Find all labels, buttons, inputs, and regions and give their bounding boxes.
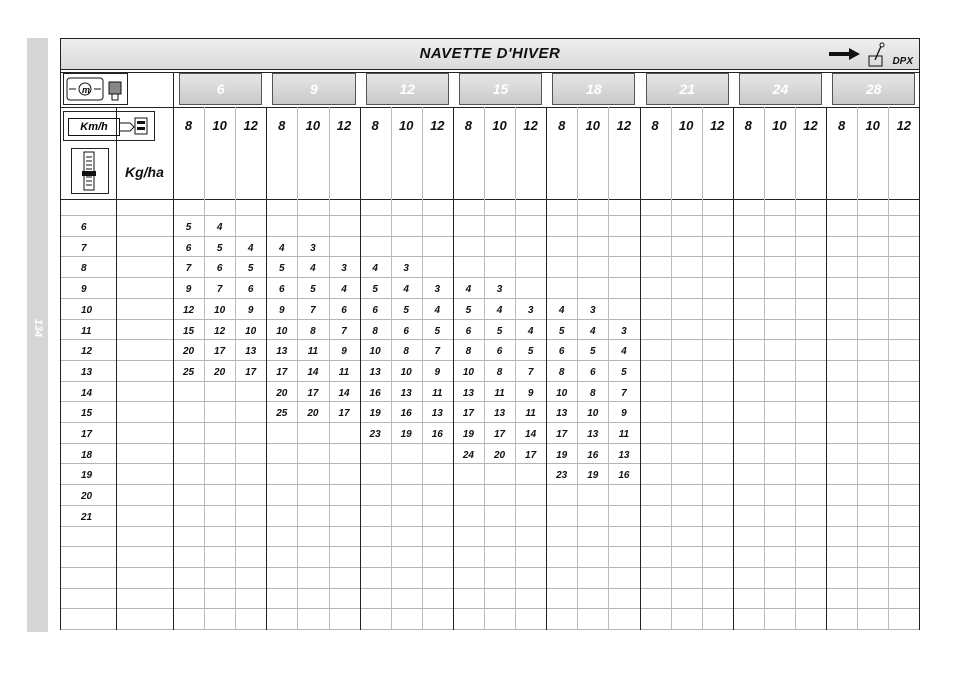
table-cell: 20 [214,366,226,378]
working-width-header: 15 [459,73,542,105]
table-cell: 4 [527,325,534,337]
speed-header: 8 [837,118,846,133]
table-cell: 4 [590,325,596,337]
table-cell: 20 [307,408,319,420]
table-cell: 5 [310,284,316,296]
row-setting: 21 [81,511,93,523]
table-cell: 8 [310,325,316,337]
table-cell: 6 [279,284,285,296]
table-cell: 10 [587,408,599,420]
rate-icon-box [71,148,109,194]
page-number: 134 [32,318,44,338]
table-cell: 14 [307,366,319,378]
table-cell: 3 [310,242,316,254]
table-cell: 13 [400,387,412,399]
table-cell: 4 [465,284,472,296]
table-cell: 5 [279,263,285,275]
table-cell: 5 [247,263,254,275]
table-cell: 5 [185,222,192,233]
speed-header: 10 [212,118,227,133]
row-separator [61,443,919,444]
table-cell: 11 [525,408,536,420]
speed-header: 8 [464,118,472,133]
table-cell: 4 [558,304,565,316]
speed-header: 10 [585,118,601,133]
table-cell: 14 [338,387,350,399]
table-cell: 16 [369,387,381,399]
row-separator [61,608,919,609]
speed-gauge-icon [120,115,152,139]
table-cell: 5 [465,304,472,316]
table-cell: 3 [403,263,409,275]
speed-header: 8 [744,118,752,133]
speed-header: 8 [651,118,659,133]
table-cell: 17 [307,387,319,399]
row-separator [61,463,919,464]
speed-header: 10 [492,118,507,133]
table-cell: 17 [556,429,568,440]
row-separator [61,505,919,506]
table-cell: 13 [556,408,568,420]
row-separator [61,401,919,402]
table-cell: 19 [400,429,412,440]
speed-header: 10 [865,118,880,133]
row-setting: 18 [81,449,93,461]
table-cell: 4 [434,304,441,316]
row-setting: 11 [81,325,92,337]
row-setting: 12 [81,346,93,358]
table-cell: 6 [372,304,378,316]
table-cell: 3 [621,325,627,337]
row-setting: 8 [81,263,87,275]
working-width-header: 28 [832,73,915,105]
table-cell: 11 [338,366,350,378]
column-separator [702,107,703,630]
table-cell: 4 [216,222,223,233]
speed-header: 10 [305,118,321,133]
speed-header: 8 [184,118,193,133]
table-cell: 9 [621,408,627,420]
seed-rate-gauge-icon [72,149,108,193]
table-cell: 20 [276,387,288,399]
table-cell: 4 [310,263,316,275]
group-separator [826,107,827,630]
table-cell: 11 [307,346,319,358]
speed-icon-box [63,111,155,141]
table-cell: 16 [587,449,599,461]
table-cell: 3 [590,304,596,316]
speed-header: 8 [371,118,379,133]
table-cell: 14 [525,429,537,440]
column-separator [671,107,672,630]
table-cell: 10 [400,366,412,378]
row-separator [61,567,919,568]
table-cell: 17 [338,408,350,420]
table-cell: 7 [621,387,627,399]
row-separator [61,381,919,382]
table-cell: 5 [403,304,409,316]
table-cell: 7 [310,304,316,316]
row-separator [61,360,919,361]
working-width-header: 21 [646,73,729,105]
table-cell: 17 [462,408,474,420]
column-separator [795,107,796,630]
speed-header: 8 [278,118,286,133]
table-cell: 9 [527,387,534,399]
speed-header: 12 [896,118,912,133]
table-cell: 20 [493,449,506,461]
column-separator [764,107,765,630]
table-cell: 4 [279,242,285,254]
row-separator [61,422,919,423]
speed-header: 10 [678,118,694,133]
table-cell: 13 [369,366,381,378]
table-cell: 3 [341,263,347,275]
table-cell: 19 [462,429,474,440]
row-separator [61,277,919,278]
speed-header: 12 [243,118,258,133]
table-cell: 16 [400,408,412,420]
table-cell: 4 [496,304,503,316]
table-cell: 17 [276,366,288,378]
table-cell: 13 [276,346,288,358]
row-separator [61,339,919,340]
row-setting: 17 [81,429,93,440]
row-separator [61,319,919,320]
header-separator [61,199,919,200]
row-separator [61,588,919,589]
table-cell: 13 [245,346,257,358]
group-separator [733,107,734,630]
drill-model-label: DPX [892,56,913,67]
table-cell: 5 [590,346,596,358]
metering-lever-icon [867,42,887,68]
table-cell: 8 [590,387,596,399]
table-cell: 8 [372,325,378,337]
table-cell: 5 [372,284,378,296]
page-title: NAVETTE D'HIVER [419,45,561,62]
row-setting: 7 [81,242,87,254]
table-cell: 6 [247,284,254,296]
table-cell: 8 [403,346,409,358]
table-cell: 25 [182,366,195,378]
table-cell: 3 [434,284,441,296]
table-cell: 16 [618,470,630,482]
table-cell: 9 [434,366,441,378]
table-cell: 8 [465,346,472,358]
row-separator [61,629,919,630]
table-cell: 6 [465,325,472,337]
row-separator [61,236,919,237]
table-cell: 13 [618,449,630,461]
table-cell: 15 [182,325,195,337]
table-cell: 6 [185,242,192,254]
table-cell: 19 [556,449,568,461]
table-cell: 11 [494,387,505,399]
table-cell: 10 [556,387,568,399]
table-cell: 11 [618,429,630,440]
table-cell: 4 [621,346,627,358]
table-cell: 12 [214,325,226,337]
row-separator [61,546,919,547]
table-cell: 23 [556,470,568,482]
table-cell: 5 [496,325,503,337]
rate-unit-label: Kg/ha [125,164,164,180]
speed-header: 12 [803,118,818,133]
table-cell: 19 [369,408,381,420]
row-setting: 19 [81,470,93,482]
table-cell: 17 [245,366,257,378]
table-cell: 4 [372,263,378,275]
table-cell: 6 [496,346,503,358]
row-setting: 6 [81,222,87,233]
table-cell: 6 [341,304,347,316]
group-separator [640,107,641,630]
column-separator [857,107,858,630]
header-separator [61,107,919,108]
table-cell: 10 [276,325,288,337]
table-cell: 24 [462,449,474,461]
table-cell: 12 [182,304,195,316]
speed-header: 10 [398,118,414,133]
table-cell: 7 [434,346,441,358]
table-cell: 13 [493,408,506,420]
table-cell: 9 [279,304,285,316]
table-cell: 4 [247,242,254,254]
working-width-header: 6 [179,73,262,105]
table-cell: 11 [432,387,443,399]
table-cell: 13 [431,408,443,420]
table-cell: 25 [276,408,288,420]
row-setting: 14 [81,387,93,399]
row-setting: 10 [81,304,93,316]
table-cell: 6 [403,325,409,337]
table-cell: 13 [462,387,474,399]
width-icon-box [63,73,128,105]
working-width-header: 24 [739,73,822,105]
table-cell: 9 [341,346,347,358]
row-separator [61,298,919,299]
table-cell: 6 [216,263,223,275]
speed-header: 12 [336,118,352,133]
table-cell: 3 [527,304,534,316]
table-cell: 10 [245,325,257,337]
speed-header: 12 [430,118,445,133]
column-separator [116,107,117,630]
table-cell: 9 [185,284,192,296]
machine-width-icon [64,74,127,104]
table-cell: 9 [247,304,254,316]
row-separator [61,526,919,527]
speed-header: 8 [558,118,566,133]
speed-header: 12 [709,118,725,133]
column-separator [888,107,889,630]
working-width-header: 18 [552,73,635,105]
table-cell: 7 [216,284,223,296]
row-separator [61,215,919,216]
speed-unit-label: Km/h [68,118,120,136]
row-separator [61,256,919,257]
title-band [61,39,919,70]
table-cell: 6 [590,366,596,378]
table-cell: 23 [369,429,381,440]
row-setting: 9 [81,284,87,296]
table-cell: 17 [214,346,226,358]
table-cell: 5 [527,346,534,358]
speed-header: 10 [772,118,787,133]
table-cell: 20 [182,346,195,358]
svg-text:m: m [82,85,91,95]
table-cell: 17 [525,449,537,461]
table-cell: 5 [434,325,441,337]
table-cell: 5 [216,242,223,254]
table-cell: 6 [558,346,565,358]
table-cell: 7 [185,263,192,275]
table-cell: 8 [558,366,565,378]
table-cell: 4 [403,284,409,296]
table-cell: 13 [587,429,599,440]
table-cell: 7 [527,366,534,378]
table-cell: 8 [496,366,503,378]
table-cell: 16 [431,429,443,440]
table-cell: 10 [369,346,381,358]
row-setting: 13 [81,366,93,378]
table-cell: 19 [587,470,599,482]
table-cell: 5 [621,366,627,378]
row-setting: 15 [81,408,93,420]
table-cell: 5 [558,325,565,337]
speed-header: 12 [616,118,632,133]
working-width-header: 9 [272,73,355,105]
table-cell: 3 [496,284,503,296]
working-width-header: 12 [366,73,449,105]
table-cell: 10 [462,366,474,378]
table-cell: 4 [341,284,347,296]
table-cell: 17 [493,429,506,440]
arrow-right-icon [829,47,861,61]
row-separator [61,484,919,485]
row-setting: 20 [81,491,93,503]
table-cell: 10 [214,304,226,316]
table-cell: 7 [341,325,347,337]
speed-header: 12 [523,118,538,133]
